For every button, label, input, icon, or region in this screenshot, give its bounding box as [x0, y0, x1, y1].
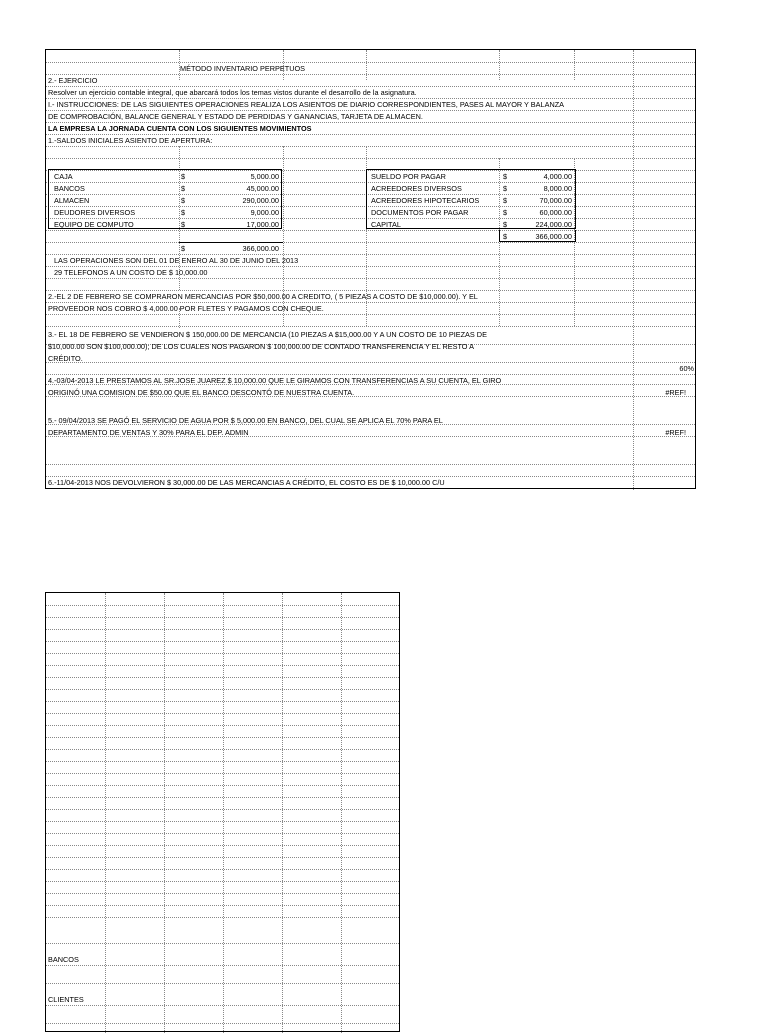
account-amount: 224,000.00 — [535, 220, 572, 229]
account-amount: 5,000.00 — [250, 172, 279, 181]
grid-line — [46, 689, 399, 690]
account-amount: 4,000.00 — [543, 172, 572, 181]
grid-line — [46, 881, 399, 882]
percentage-cell: 60% — [679, 364, 694, 373]
grid-line — [46, 905, 399, 906]
account-amount: 9,000.00 — [250, 208, 279, 217]
ref-error-cell: #REF! — [665, 428, 686, 437]
grid-line — [46, 158, 695, 159]
grid-line — [46, 362, 695, 363]
grid-line — [46, 797, 399, 798]
instrucciones-line-2: DE COMPROBACIÓN, BALANCE GENERAL Y ESTADO DE PERDIDAS Y GANANCIAS, TARJETA DE ALMACEN. — [48, 112, 423, 121]
grid-line — [633, 50, 634, 490]
ref-error-cell: #REF! — [665, 388, 686, 397]
currency-sign: $ — [181, 220, 186, 229]
grid-line — [46, 965, 399, 966]
grid-line — [366, 50, 367, 80]
grid-line — [46, 677, 399, 678]
account-name: SUELDO POR PAGAR — [371, 172, 446, 181]
grid-line — [46, 314, 695, 315]
account-name: ACREEDORES DIVERSOS — [371, 184, 462, 193]
grid-line — [46, 278, 695, 279]
grid-line — [46, 713, 399, 714]
grid-line — [46, 464, 695, 465]
grid-line — [46, 242, 695, 243]
account-name: ACREEDORES HIPOTECARIOS — [371, 196, 480, 205]
operation-3-line-2: $10,000.00 SON $100,000.00); DE LOS CUALES NOS PAGARON $ 100,000.00 DE CONTADO TRANSFERENCIA Y EL RESTO A — [48, 342, 474, 351]
grid-line — [46, 374, 695, 375]
currency-sign: $ — [503, 184, 508, 193]
instrucciones-line-1: I.- INSTRUCCIONES: DE LAS SIGUIENTES OPERACIONES REALIZA LOS ASIENTOS DE DIARIO CORRESPONDIENTES, PASES AL MAYOR Y BALANZA — [48, 100, 565, 109]
operation-5-line-2: DEPARTAMENTO DE VENTAS Y 30% PARA EL DEP. ADMIN — [48, 428, 249, 437]
grid-line — [46, 617, 399, 618]
currency-sign: $ — [503, 232, 508, 241]
grid-line — [46, 857, 399, 858]
left-total: 366,000.00 — [242, 244, 279, 253]
operation-5-line-1: 5.- 09/04/2013 SE PAGÓ EL SERVICIO DE AGUA POR $ 5,000.00 EN BANCO, DEL CUAL SE APLICA EL 70% PARA EL — [48, 416, 443, 425]
grid-line — [46, 230, 695, 231]
empresa-heading: LA EMPRESA LA JORNADA CUENTA CON LOS SIGUIENTES MOVIMIENTOS — [48, 124, 312, 133]
currency-sign: $ — [181, 244, 186, 253]
grid-line — [282, 593, 283, 1033]
saldos-heading: 1.-SALDOS INICIALES ASIENTO DE APERTURA: — [48, 136, 213, 145]
grid-line — [46, 326, 695, 327]
operation-2-line-1: 2.-EL 2 DE FEBRERO SE COMPRARON MERCANCIAS POR $50,000.00 A CREDITO, ( 5 PIEZAS A COSTO DE $10,000.00). Y EL — [48, 292, 478, 301]
grid-line — [46, 737, 399, 738]
grid-line — [46, 605, 399, 606]
grid-line — [46, 290, 695, 291]
grid-line — [164, 593, 165, 1033]
grid-line — [46, 845, 399, 846]
ejercicio-label: 2.- EJERCICIO — [48, 76, 98, 85]
account-name: DEUDORES DIVERSOS — [54, 208, 136, 217]
grid-line — [46, 869, 399, 870]
account-amount: 290,000.00 — [242, 196, 279, 205]
grid-line — [46, 893, 399, 894]
bancos-label: BANCOS — [48, 955, 79, 964]
grid-line — [46, 86, 695, 87]
grid-line — [46, 1005, 399, 1006]
grid-line — [46, 785, 399, 786]
grid-line — [46, 62, 695, 63]
telefonos-text: 29 TELEFONOS A UN COSTO DE $ 10,000.00 — [54, 268, 208, 277]
account-amount: 70,000.00 — [539, 196, 572, 205]
grid-line — [46, 749, 399, 750]
operation-3-line-1: 3.- EL 18 DE FEBRERO SE VENDIERON $ 150,000.00 DE MERCANCIA (10 PIEZAS A $15,000.00 Y A UN COSTO DE 10 PIEZAS DE — [48, 330, 487, 339]
grid-line — [46, 266, 695, 267]
grid-line — [46, 146, 695, 147]
operation-6-line: 6.-11/04-2013 NOS DEVOLVIERON $ 30,000.00 DE LAS MERCANCIAS A CRÉDITO, EL COSTO ES DE $ 10,000.00 C/U — [48, 478, 445, 487]
currency-sign: $ — [181, 196, 186, 205]
operation-3-line-3: CRÉDITO. — [48, 354, 83, 363]
currency-sign: $ — [503, 208, 508, 217]
grid-line — [46, 983, 399, 984]
grid-line — [46, 701, 399, 702]
grid-line — [46, 653, 399, 654]
account-name: CAPITAL — [371, 220, 401, 229]
grid-line — [46, 476, 695, 477]
account-name: DOCUMENTOS POR PAGAR — [371, 208, 469, 217]
grid-line — [46, 74, 695, 75]
grid-line — [46, 833, 399, 834]
currency-sign: $ — [181, 184, 186, 193]
grid-line — [46, 725, 399, 726]
currency-sign: $ — [181, 208, 186, 217]
account-name: CAJA — [54, 172, 73, 181]
grid-line — [46, 98, 695, 99]
grid-line — [46, 943, 399, 944]
grid-line — [341, 593, 342, 1033]
sheet-title: MÉTODO INVENTARIO PERPETUOS — [180, 64, 306, 73]
ledger-grid — [45, 592, 400, 1032]
grid-line — [574, 50, 575, 80]
currency-sign: $ — [503, 196, 508, 205]
grid-line — [499, 50, 500, 80]
grid-line — [46, 809, 399, 810]
grid-line — [46, 254, 695, 255]
currency-sign: $ — [503, 220, 508, 229]
grid-line — [46, 665, 399, 666]
resolver-text: Resolver un ejercicio contable integral, que abarcará todos los temas vistos durante el desarrollo de la asignatura. — [48, 88, 417, 97]
currency-sign: $ — [181, 172, 186, 181]
grid-line — [46, 110, 695, 111]
operation-4-line-2: ORIGINÓ UNA COMISION DE $50.00 QUE EL BANCO DESCONTÓ DE NUESTRA CUENTA. — [48, 388, 355, 397]
grid-line — [46, 821, 399, 822]
account-name: ALMACEN — [54, 196, 90, 205]
grid-line — [46, 773, 399, 774]
account-amount: 17,000.00 — [246, 220, 279, 229]
operaciones-text: LAS OPERACIONES SON DEL 01 DE ENERO AL 30 DE JUNIO DEL 2013 — [54, 256, 299, 265]
operation-4-line-1: 4.-03/04-2013 LE PRESTAMOS AL SR.JOSE JUAREZ $ 10,000.00 QUE LE GIRAMOS CON TRANSFERENCIAS A SU CUENTA, EL GIRO — [48, 376, 502, 385]
grid-line — [46, 629, 399, 630]
account-name: BANCOS — [54, 184, 85, 193]
grid-line — [46, 917, 399, 918]
operation-2-line-2: PROVEEDOR NOS COBRO $ 4,000.00 POR FLETES Y PAGAMOS CON CHEQUE. — [48, 304, 324, 313]
spreadsheet-upper — [45, 49, 696, 489]
clientes-label: CLIENTES — [48, 995, 84, 1004]
grid-line — [46, 302, 695, 303]
grid-line — [46, 134, 695, 135]
account-name: EQUIPO DE COMPUTO — [54, 220, 134, 229]
grid-line — [223, 593, 224, 1033]
account-amount: 60,000.00 — [539, 208, 572, 217]
grid-line — [46, 122, 695, 123]
currency-sign: $ — [503, 172, 508, 181]
grid-line — [46, 761, 399, 762]
account-amount: 45,000.00 — [246, 184, 279, 193]
account-amount: 8,000.00 — [543, 184, 572, 193]
grid-line — [46, 641, 399, 642]
grid-line — [105, 593, 106, 1033]
right-total: 366,000.00 — [535, 232, 572, 241]
